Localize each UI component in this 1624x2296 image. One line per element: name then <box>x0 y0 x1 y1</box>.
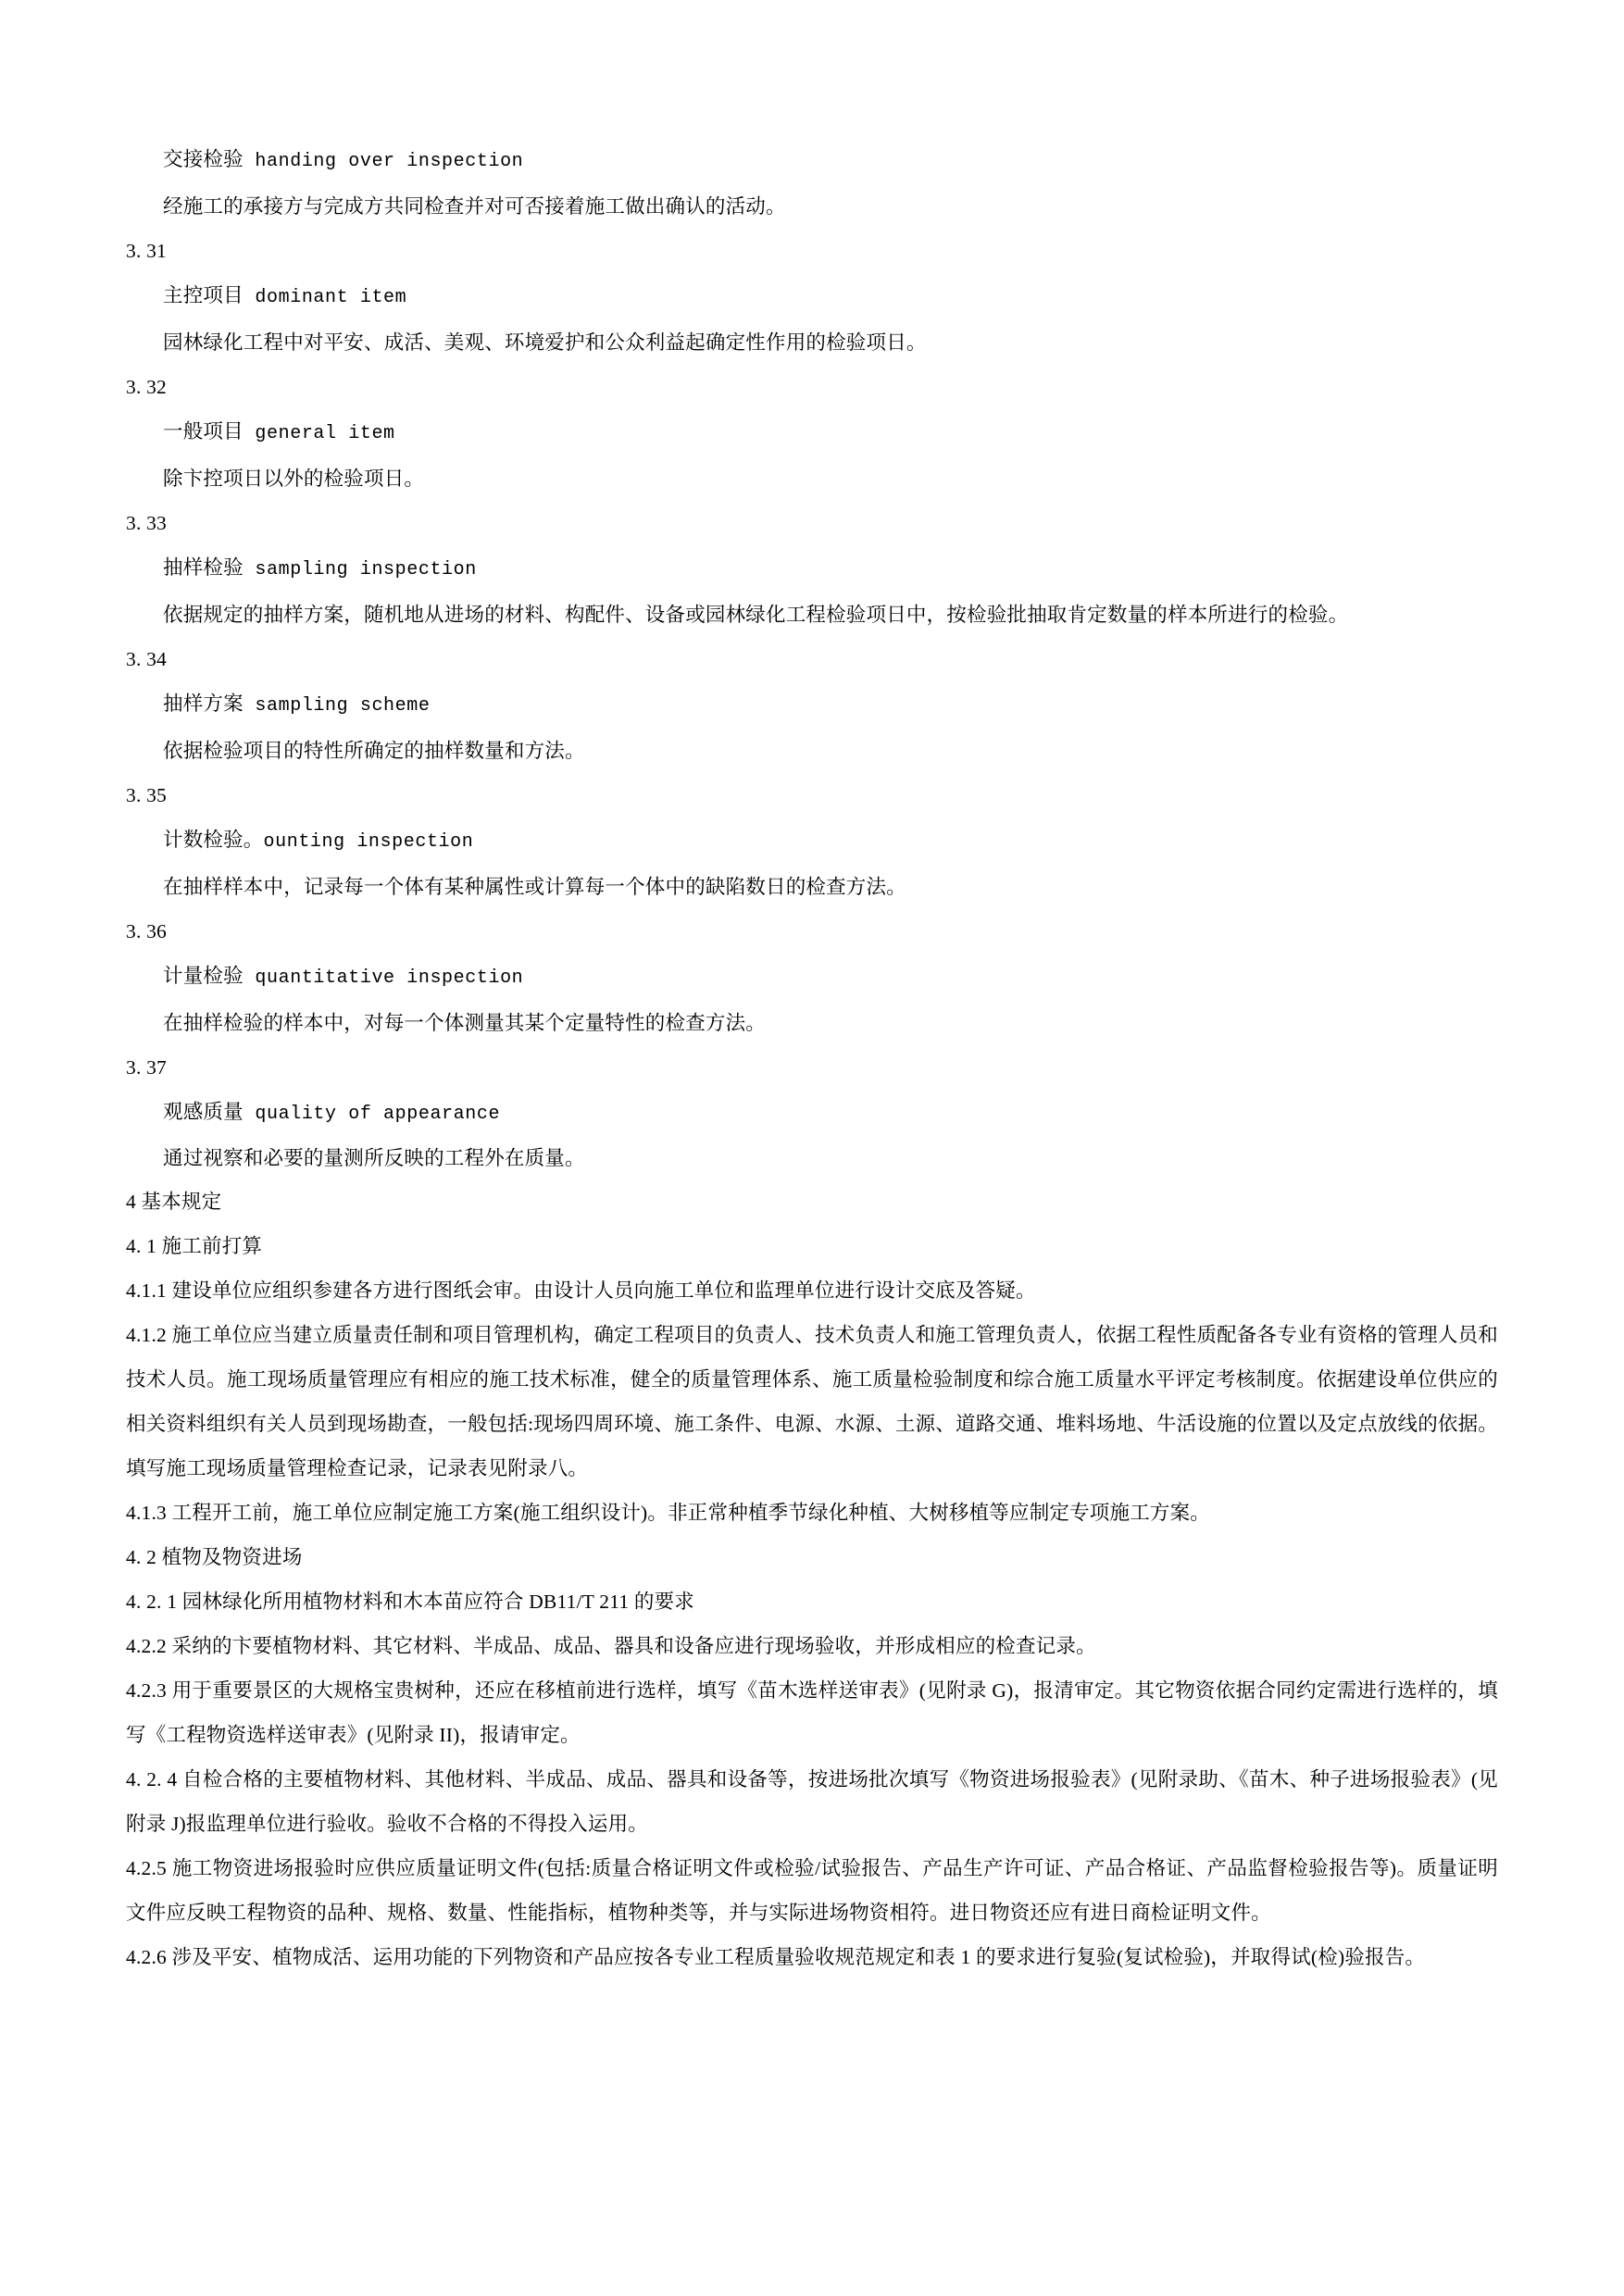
term-line <box>126 681 1498 729</box>
section-heading: 4 基本规定 <box>126 1191 222 1213</box>
paragraph: 4.1.3 工程开工前，施工单位应制定施工方案(施工组织设计)。非正常种植季节绿化种植、大树移植等应制定专项施工方案。 <box>126 1502 1210 1524</box>
definition-line: 园林绿化工程中对平安、成活、美观、环境爱护和公众利益起确定性作用的检验项日。 <box>163 331 927 354</box>
term-cn: 观感质量 <box>163 1101 244 1123</box>
paragraph: 4.1.2 施工单位应当建立质量责任制和项目管理机构，确定工程项目的负责人、技术负责人和施工管理负责人，依据工程性质配备各专业有资格的管理人员和技术人员。施工现场质量管理应有相应的施工技术标准，健全的质量管理体系、施工质量检验制度和综合施工质量水平评定考核制度。依据建设单位供应的相关资料组织有关人员到现场勘查，一般包括:现场四周环境、施工条件、电源、水源、土源、道路交通、堆料场地、牛活设施的位置以及定点放线的依据。填写施工现场质量管理检查记录，记录表见附录八。 <box>126 1324 1498 1479</box>
clause-number: 3. 37 <box>126 1056 167 1079</box>
definition-line: 通过视察和必要的量测所反映的工程外在质量。 <box>163 1147 585 1169</box>
paragraph: 4. 2. 1 园林绿化所用植物材料和木本苗应符合 DB11/T 211 的要求 <box>126 1591 694 1613</box>
term-line <box>126 1090 1498 1137</box>
term-en: general item <box>255 423 395 444</box>
term-cn: 计数检验。 <box>163 829 264 851</box>
term-en: handing over inspection <box>255 151 524 172</box>
term-line <box>126 409 1498 456</box>
document-content <box>126 137 1498 1979</box>
clause-number: 3. 33 <box>126 512 167 534</box>
definition-line: 在抽样样本中，记录每一个体有某种属性或计算每一个体中的缺陷数日的检查方法。 <box>163 876 906 898</box>
term-line <box>126 273 1498 320</box>
term-cn: 交接检验 <box>163 148 244 170</box>
term-cn: 抽样检验 <box>163 556 244 579</box>
clause-number: 3. 31 <box>126 240 167 262</box>
paragraph: 4.2.2 采纳的卞要植物材料、其它材料、半成品、成品、器具和设备应进行现场验收，并形成相应的检查记录。 <box>126 1635 1096 1657</box>
paragraph: 4.1.1 建设单位应组织参建各方进行图纸会审。由设计人员向施工单位和监理单位进行设计交底及答疑。 <box>126 1279 1036 1302</box>
term-en: quantitative inspection <box>255 967 524 989</box>
paragraph: 4. 2. 4 自检合格的主要植物材料、其他材料、半成品、成品、器具和设备等，按进场批次填写《物资进场报验表》(见附录助、《苗木、种子进场报验表》(见附录 J)报监理单位进行验收。验收不合格的不得投入运用。 <box>126 1768 1498 1835</box>
term-line <box>126 954 1498 1001</box>
term-line <box>126 137 1498 184</box>
term-en: dominant item <box>255 287 407 308</box>
section-heading: 4. 2 植物及物资进场 <box>126 1546 303 1568</box>
clause-number: 3. 36 <box>126 920 167 942</box>
clause-number: 3. 34 <box>126 648 167 670</box>
clause-number: 3. 35 <box>126 784 167 806</box>
paragraph: 4.2.3 用于重要景区的大规格宝贵树种，还应在移植前进行选样，填写《苗木选样送审表》(见附录 G)，报清审定。其它物资依据合同约定需进行选样的，填写《工程物资选样送审表》(见附录 II)，报请审定。 <box>126 1679 1498 1746</box>
term-en: quality of appearance <box>255 1104 501 1125</box>
term-line <box>126 817 1498 865</box>
term-cn: 一般项目 <box>163 420 244 443</box>
definition-line: 经施工的承接方与完成方共同检查并对可否接着施工做出确认的活动。 <box>163 195 786 218</box>
term-cn: 计量检验 <box>163 965 244 987</box>
term-en: sampling scheme <box>255 695 431 717</box>
term-cn: 抽样方案 <box>163 693 244 715</box>
section-heading: 4. 1 施工前打算 <box>126 1235 263 1257</box>
term-cn: 主控项目 <box>163 284 244 306</box>
paragraph: 4.2.5 施工物资进场报验时应供应质量证明文件(包括:质量合格证明文件或检验/试验报告、产品生产许可证、产品合格证、产品监督检验报告等)。质量证明文件应反映工程物资的品种、规格、数量、性能指标，植物种类等，并与实际进场物资相符。进日物资还应有进日商检证明文件。 <box>126 1857 1498 1924</box>
term-en: ounting inspection <box>263 831 474 853</box>
definition-line: 在抽样检验的样本中，对每一个体测量其某个定量特性的检查方法。 <box>163 1012 767 1034</box>
paragraph: 4.2.6 涉及平安、植物成活、运用功能的下列物资和产品应按各专业工程质量验收规范规定和表 1 的要求进行复验(复试检验)，并取得试(检)验报告。 <box>126 1946 1426 1968</box>
term-line <box>126 545 1498 593</box>
definition-line: 除卞控项日以外的检验项日。 <box>163 468 425 490</box>
definition-line: 依据规定的抽样方案，随机地从进场的材料、构配件、设备或园林绿化工程检验项日中，按检验批抽取肯定数量的样本所进行的检验。 <box>163 604 1349 626</box>
definition-line: 依据检验项目的特性所确定的抽样数量和方法。 <box>163 740 585 762</box>
term-en: sampling inspection <box>255 559 477 580</box>
clause-number: 3. 32 <box>126 376 167 398</box>
